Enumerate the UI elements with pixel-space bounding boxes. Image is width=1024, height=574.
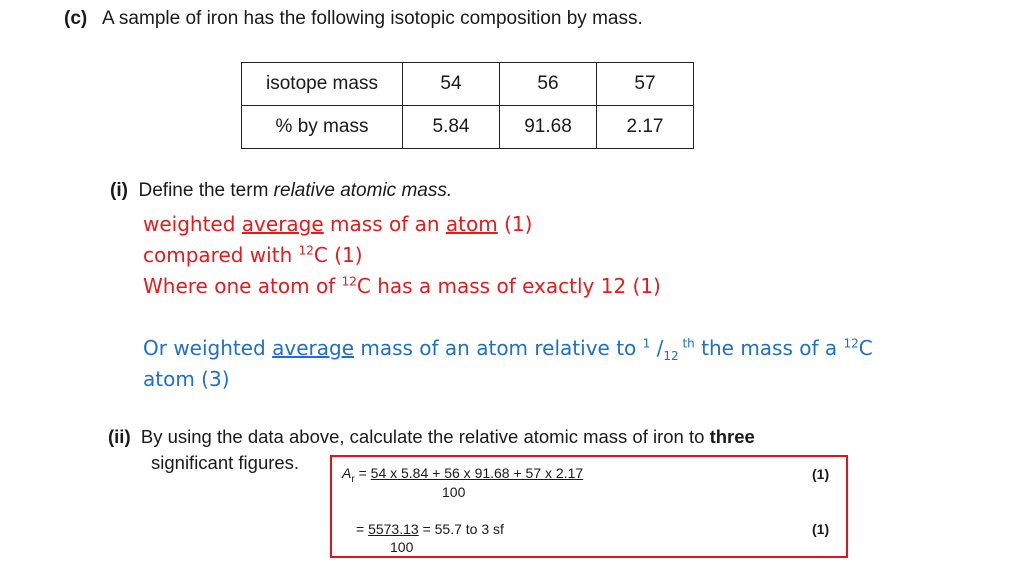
mark: (1) — [812, 521, 830, 537]
table-row-header: % by mass — [242, 106, 403, 149]
question-c — [64, 8, 643, 30]
working-line-1 — [342, 465, 583, 485]
equals: = — [356, 521, 369, 537]
result: = 55.7 to 3 sf — [418, 521, 504, 537]
superscript: th — [678, 336, 695, 351]
table-cell: 91.68 — [500, 106, 597, 149]
alt-answer-text: / — [650, 336, 664, 360]
table-cell: 5.84 — [403, 106, 500, 149]
part-ii-question — [108, 426, 755, 448]
numerator: 5573.13 — [368, 521, 419, 537]
superscript: 12 — [341, 274, 357, 289]
alt-answer-text: C — [858, 336, 873, 360]
subscript: r — [351, 473, 355, 485]
alt-answer-text: the mass of a — [694, 336, 844, 360]
part-ii-bold: three — [709, 426, 755, 447]
mark: (1) — [812, 466, 830, 482]
part-ii-text: By using the data above, calculate the relative atomic mass of iron to — [140, 426, 710, 447]
working-box — [330, 455, 848, 558]
answer-line-1 — [143, 212, 532, 236]
denominator: 100 — [442, 484, 466, 500]
superscript: 12 — [298, 243, 314, 258]
answer-mark: (1) — [497, 212, 533, 236]
part-i-term: relative atomic mass. — [273, 180, 453, 201]
answer-line-2 — [143, 243, 363, 267]
alt-answer-line-2: atom (3) — [143, 367, 230, 391]
subscript: 12 — [663, 349, 679, 363]
part-i-label: (i) — [110, 180, 128, 201]
working-line-2 — [356, 521, 504, 537]
table-cell: 56 — [500, 63, 597, 106]
part-i-text: Define the term — [138, 180, 274, 201]
answer-text: mass of an — [323, 212, 446, 236]
answer-text: weighted — [143, 212, 242, 236]
denominator: 100 — [390, 539, 414, 555]
alt-answer-underlined: average — [272, 336, 354, 360]
alt-answer-text: mass of an atom relative to — [354, 336, 643, 360]
table-cell: 54 — [403, 63, 500, 106]
alt-answer-text: Or weighted — [143, 336, 273, 360]
alt-answer-line-1 — [143, 336, 873, 363]
part-ii-text-line-2: significant figures. — [151, 452, 300, 473]
table-cell: 2.17 — [597, 106, 694, 149]
superscript: 12 — [843, 336, 859, 351]
numerator: 54 x 5.84 + 56 x 91.68 + 57 x 2.17 — [370, 465, 584, 481]
part-i-question — [110, 180, 452, 202]
table-row — [242, 63, 694, 106]
answer-text: C has a mass of exactly 12 (1) — [356, 274, 661, 298]
answer-underlined: atom — [445, 212, 498, 236]
answer-underlined: average — [241, 212, 324, 236]
answer-text: compared with — [143, 243, 299, 267]
equals: = — [354, 465, 371, 481]
question-c-label: (c) — [64, 8, 88, 29]
table-row — [242, 106, 694, 149]
table-cell: 57 — [597, 63, 694, 106]
question-c-text: A sample of iron has the following isotopic composition by mass. — [102, 8, 643, 29]
answer-text: Where one atom of — [143, 274, 342, 298]
part-ii-label: (ii) — [108, 426, 131, 447]
superscript: 1 — [642, 336, 651, 351]
ar-symbol: A — [342, 465, 352, 481]
answer-line-3 — [143, 274, 661, 298]
answer-text: C (1) — [313, 243, 363, 267]
isotope-table — [241, 62, 694, 149]
table-row-header: isotope mass — [242, 63, 403, 106]
